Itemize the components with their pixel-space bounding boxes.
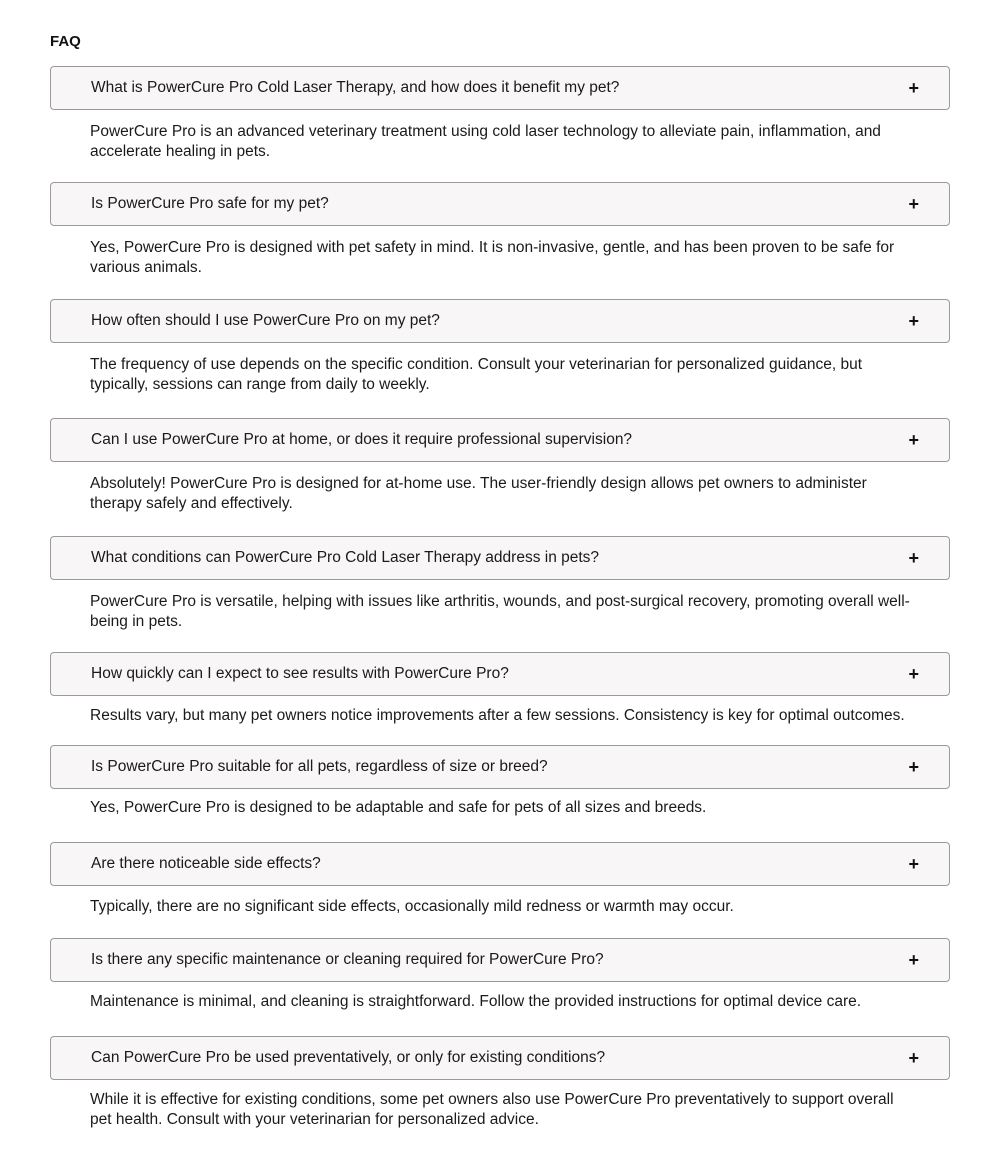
plus-icon: + [908,78,919,98]
faq-item [50,66,950,160]
faq-item [50,299,950,393]
plus-icon: + [908,548,919,568]
plus-icon: + [908,757,919,777]
faq-answer-text: While it is effective for existing conditions, some pet owners also use PowerCure Pro preventatively to support overall pet health. Consult with your veterinarian for personalized advice. [90,1091,894,1128]
faq-question-button[interactable] [50,938,950,982]
faq-question-button[interactable] [50,66,950,110]
faq-answer-text: The frequency of use depends on the specific condition. Consult your veterinarian for personalized guidance, but typically, sessions can range from daily to weekly. [90,356,863,393]
plus-icon: + [908,1048,919,1068]
faq-item [50,536,950,630]
faq-question-text: How often should I use PowerCure Pro on my pet? [91,312,440,329]
faq-answer-text: Maintenance is minimal, and cleaning is straightforward. Follow the provided instructions for optimal device care. [90,993,862,1010]
faq-question-button[interactable] [50,299,950,343]
faq-question-text: Are there noticeable side effects? [91,855,321,872]
plus-icon: + [908,311,919,331]
faq-item [50,938,950,1010]
faq-item [50,745,950,816]
faq-heading: FAQ [50,33,81,50]
plus-icon: + [908,854,919,874]
faq-question-button[interactable] [50,418,950,462]
plus-icon: + [908,430,919,450]
faq-answer-text: PowerCure Pro is versatile, helping with issues like arthritis, wounds, and post-surgical recovery, promoting overall well-being in pets. [90,593,910,630]
plus-icon: + [908,950,919,970]
faq-question-button[interactable] [50,745,950,789]
faq-answer-text: Yes, PowerCure Pro is designed to be adaptable and safe for pets of all sizes and breeds. [90,799,707,816]
faq-item [50,1036,950,1128]
faq-question-button[interactable] [50,182,950,226]
faq-question-text: How quickly can I expect to see results with PowerCure Pro? [91,665,509,682]
faq-answer-text: PowerCure Pro is an advanced veterinary treatment using cold laser technology to alleviate pain, inflammation, and accelerate healing in pets. [90,123,881,160]
faq-answer-text: Absolutely! PowerCure Pro is designed for at-home use. The user-friendly design allows pet owners to administer therapy safely and effectively. [90,475,867,512]
faq-question-button[interactable] [50,536,950,580]
faq-item [50,652,950,724]
faq-answer-text: Results vary, but many pet owners notice improvements after a few sessions. Consistency is key for optimal outcomes. [90,707,905,724]
faq-question-text: Is PowerCure Pro safe for my pet? [91,195,329,212]
faq-question-button[interactable] [50,1036,950,1080]
faq-answer-text: Yes, PowerCure Pro is designed with pet safety in mind. It is non-invasive, gentle, and has been proven to be safe for various animals. [90,239,895,276]
faq-question-text: Is there any specific maintenance or cleaning required for PowerCure Pro? [91,951,604,968]
plus-icon: + [908,194,919,214]
faq-question-text: Can I use PowerCure Pro at home, or does it require professional supervision? [91,431,633,448]
plus-icon: + [908,664,919,684]
faq-question-text: What is PowerCure Pro Cold Laser Therapy, and how does it benefit my pet? [91,79,620,96]
faq-item [50,418,950,512]
faq-question-text: What conditions can PowerCure Pro Cold Laser Therapy address in pets? [91,549,600,566]
faq-question-text: Is PowerCure Pro suitable for all pets, regardless of size or breed? [91,758,548,775]
faq-item [50,842,950,915]
faq-question-button[interactable] [50,842,950,886]
faq-item [50,182,950,276]
faq-question-button[interactable] [50,652,950,696]
faq-question-text: Can PowerCure Pro be used preventatively, or only for existing conditions? [91,1049,606,1066]
faq-answer-text: Typically, there are no significant side effects, occasionally mild redness or warmth may occur. [90,898,734,915]
